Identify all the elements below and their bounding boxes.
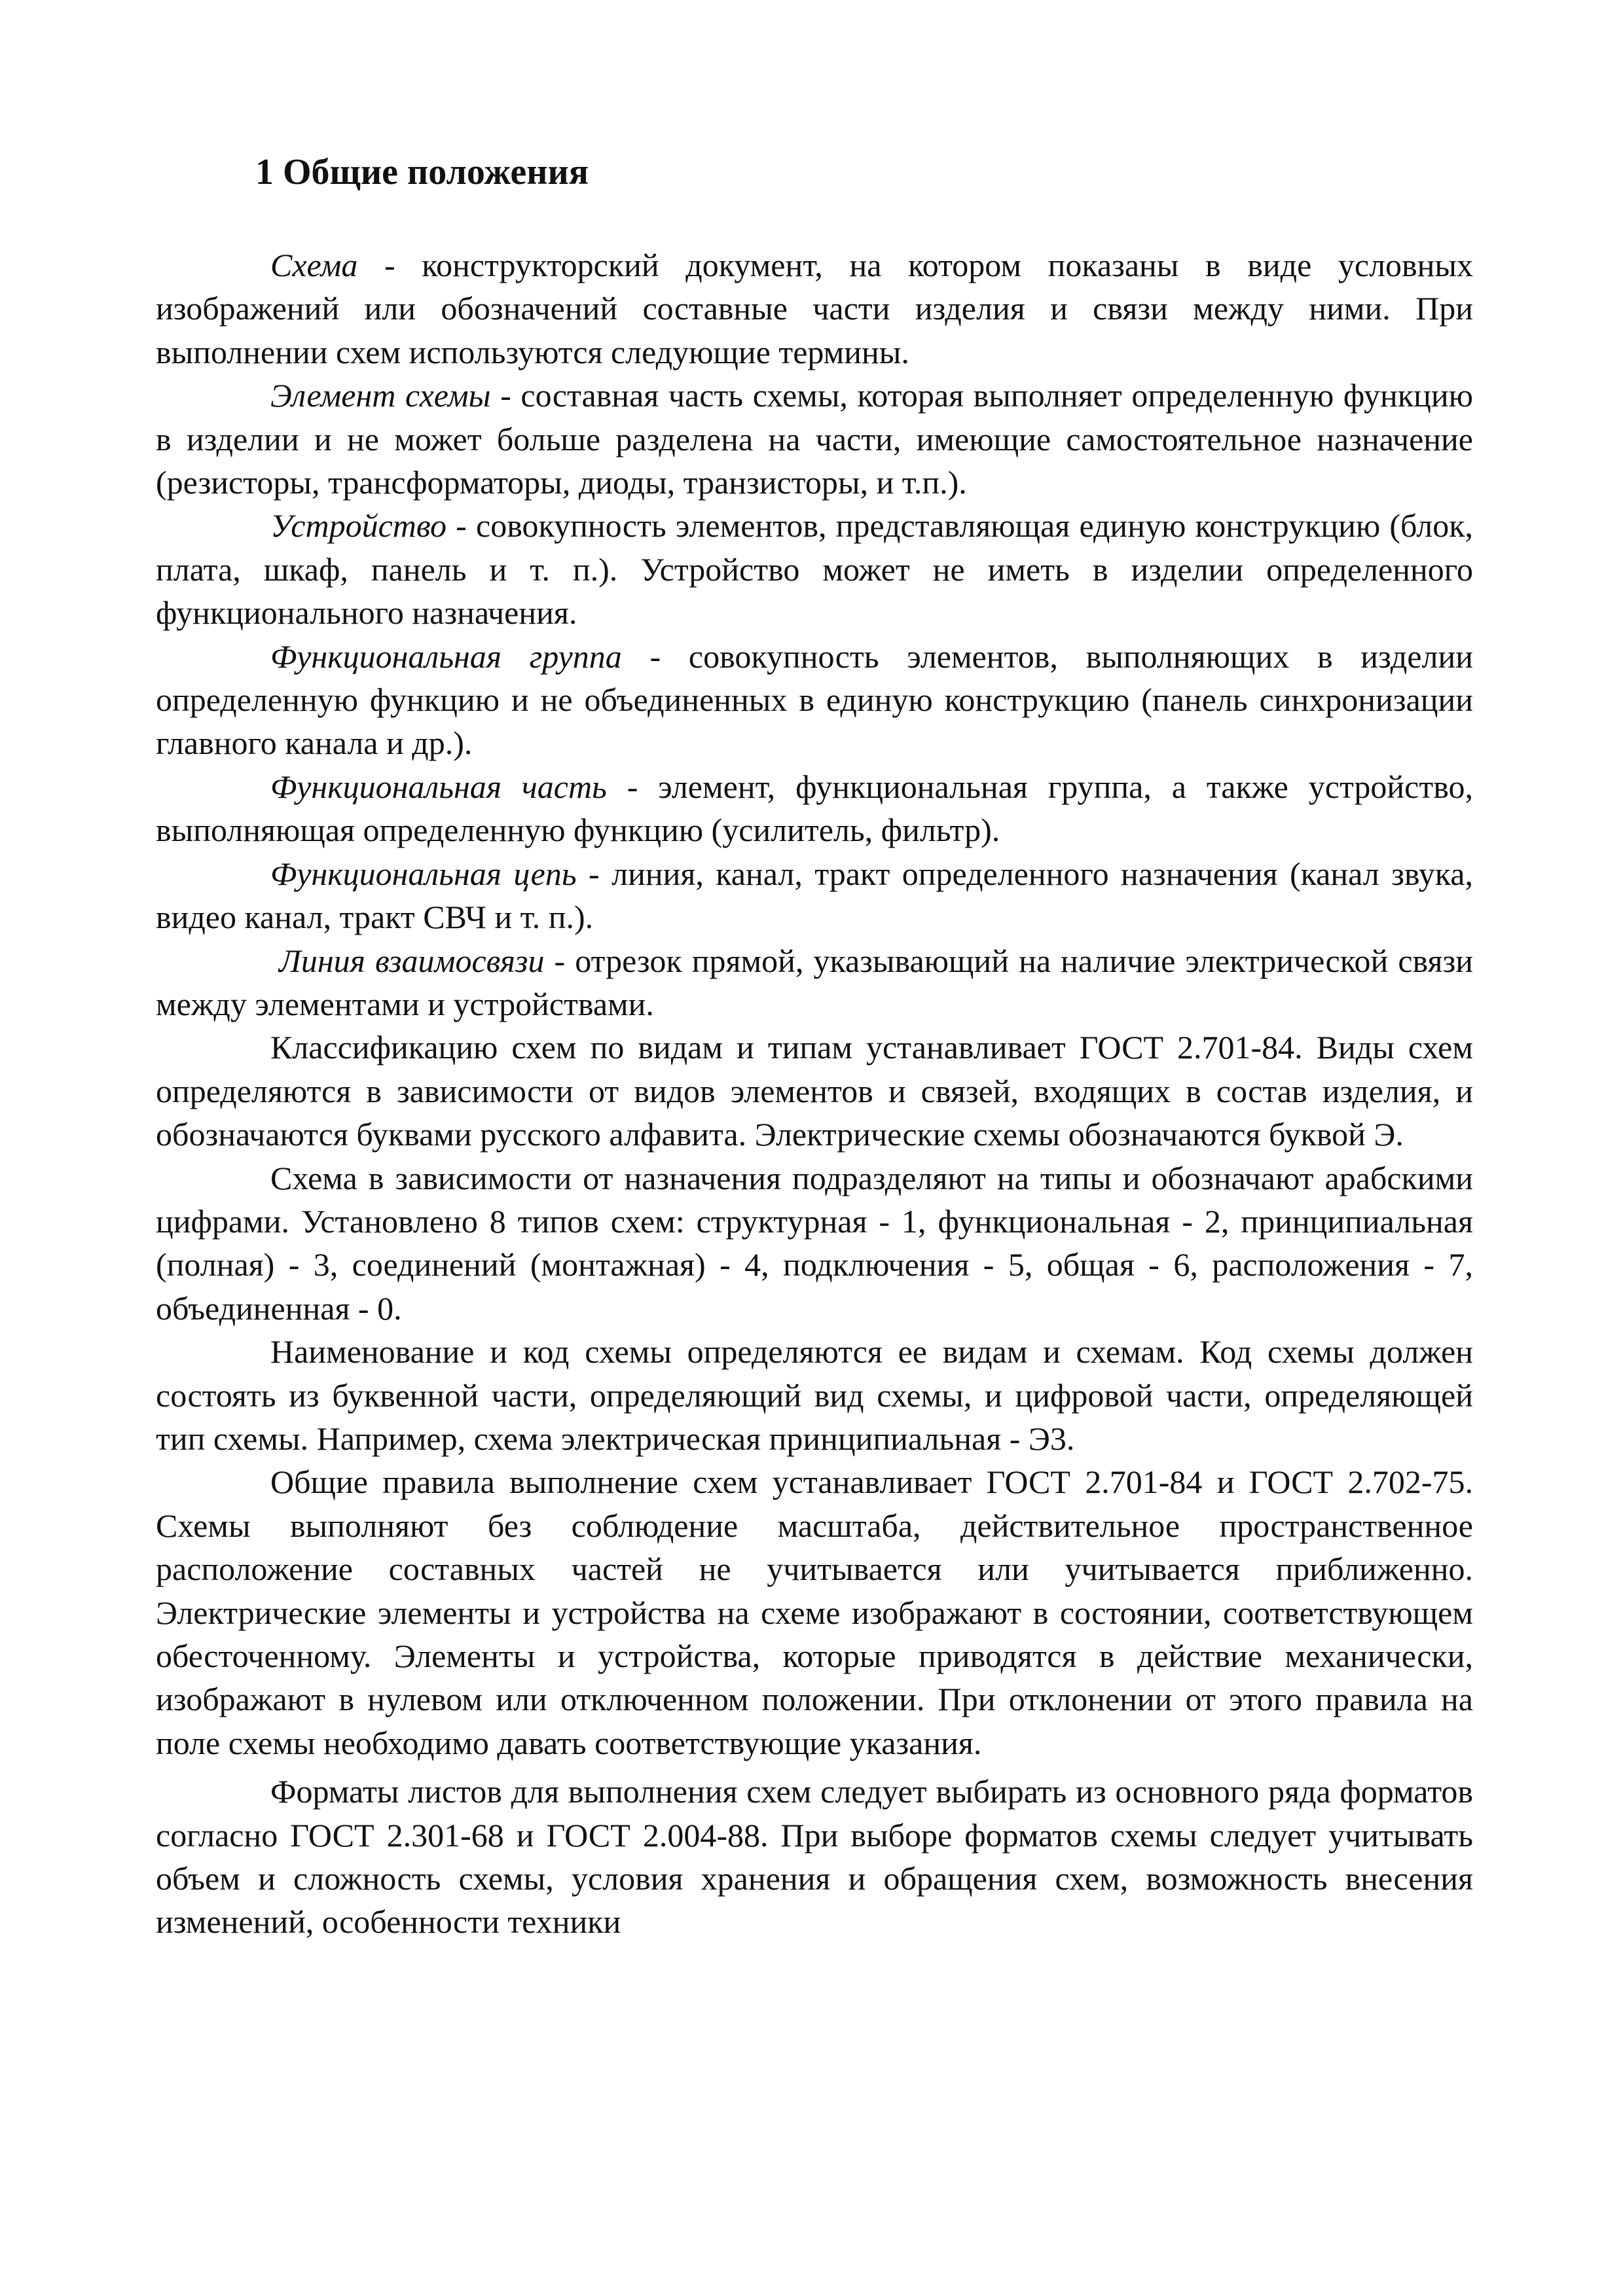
term-functional-circuit: Функциональная цепь (270, 855, 577, 892)
paragraph-device (156, 504, 1473, 634)
term-device: Устройство (270, 507, 447, 545)
definition-functional-group: - совокупность элементов, выполняющих в изделии определенную функцию и не объединенных в единую конструкцию (панель синхронизации главного канала и др.). (156, 637, 1473, 762)
paragraph-functional-part (156, 765, 1473, 852)
term-scheme-element: Элемент схемы (270, 377, 491, 414)
term-connection-line: Линия взаимосвязи (279, 942, 545, 979)
term-functional-part: Функциональная часть (270, 768, 607, 805)
paragraph-general-rules: Общие правила выполнение схем устанавливает ГОСТ 2.701-84 и ГОСТ 2.702-75. Схемы выполняют без соблюдение масштаба, действительное пространственное расположение составных частей не учитывается или учитывается приближенно. Электрические элементы и устройства на схеме изображают в состоянии, соответствующем обесточенному. Элементы и устройства, которые приводятся в действие механически, изображают в нулевом или отключенном положении. При отклонении от этого правила на поле схемы необходимо давать соответствующие указания. (156, 1463, 1473, 1761)
paragraph-functional-circuit (156, 852, 1473, 939)
definition-scheme: - конструкторский документ, на котором показаны в виде условных изображений или обозначений составные части изделия и связи между ними. При выполнении схем используются следующие термины. (156, 247, 1473, 370)
term-functional-group: Функциональная группа (270, 637, 622, 675)
paragraph-scheme-element (156, 374, 1473, 504)
paragraph-functional-group (156, 635, 1473, 765)
section-heading: 1 Общие положения (255, 152, 589, 192)
paragraph-scheme (156, 243, 1473, 374)
body-text (156, 243, 1473, 1944)
paragraph-connection-line (156, 939, 1473, 1026)
definition-device: - совокупность элементов, представляющая единую конструкцию (блок, плата, шкаф, панель и т. п.). Устройство может не иметь в изделии определенного функционального назначения. (156, 507, 1473, 632)
paragraph-classification: Классификацию схем по видам и типам устанавливает ГОСТ 2.701-84. Виды схем определяются в зависимости от видов элементов и связей, входящих в состав изделия, и обозначаются буквами русского алфавита. Электрические схемы обозначаются буквой Э. (156, 1029, 1473, 1153)
definition-functional-circuit: - линия, канал, тракт определенного назначения (канал звука, видео канал, тракт СВЧ и т. п.). (156, 855, 1473, 936)
paragraph-sheet-formats: Форматы листов для выполнения схем следует выбирать из основного ряда форматов согласно ГОСТ 2.301-68 и ГОСТ 2.004-88. При выборе форматов схемы следует учитывать объем и сложность схемы, условия хранения и обращения схем, возможность внесения изменений, особенности техники (156, 1773, 1473, 1941)
term-scheme: Схема (270, 247, 358, 283)
definition-functional-part: - элемент, функциональная группа, а также устройство, выполняющая определенную функцию (усилитель, фильтр). (156, 768, 1473, 849)
paragraph-scheme-code: Наименование и код схемы определяются ее видам и схемам. Код схемы должен состоять из буквенной части, определяющий вид схемы, и цифровой части, определяющей тип схемы. Например, схема электрическая принципиальная - Э3. (156, 1333, 1473, 1457)
definition-connection-line: - отрезок прямой, указывающий на наличие электрической связи между элементами и устройствами. (156, 942, 1473, 1022)
paragraph-scheme-types: Схема в зависимости от назначения подразделяют на типы и обозначают арабскими цифрами. Установлено 8 типов схем: структурная - 1, функциональная - 2, принципиальная (полная) - 3, соединений (монтажная) - 4, подключения - 5, общая - 6, расположения - 7, объединенная - 0. (156, 1159, 1473, 1327)
definition-scheme-element: - составная часть схемы, которая выполняет определенную функцию в изделии и не может больше разделена на части, имеющие самостоятельное назначение (резисторы, трансформаторы, диоды, транзисторы, и т.п.). (156, 377, 1473, 501)
